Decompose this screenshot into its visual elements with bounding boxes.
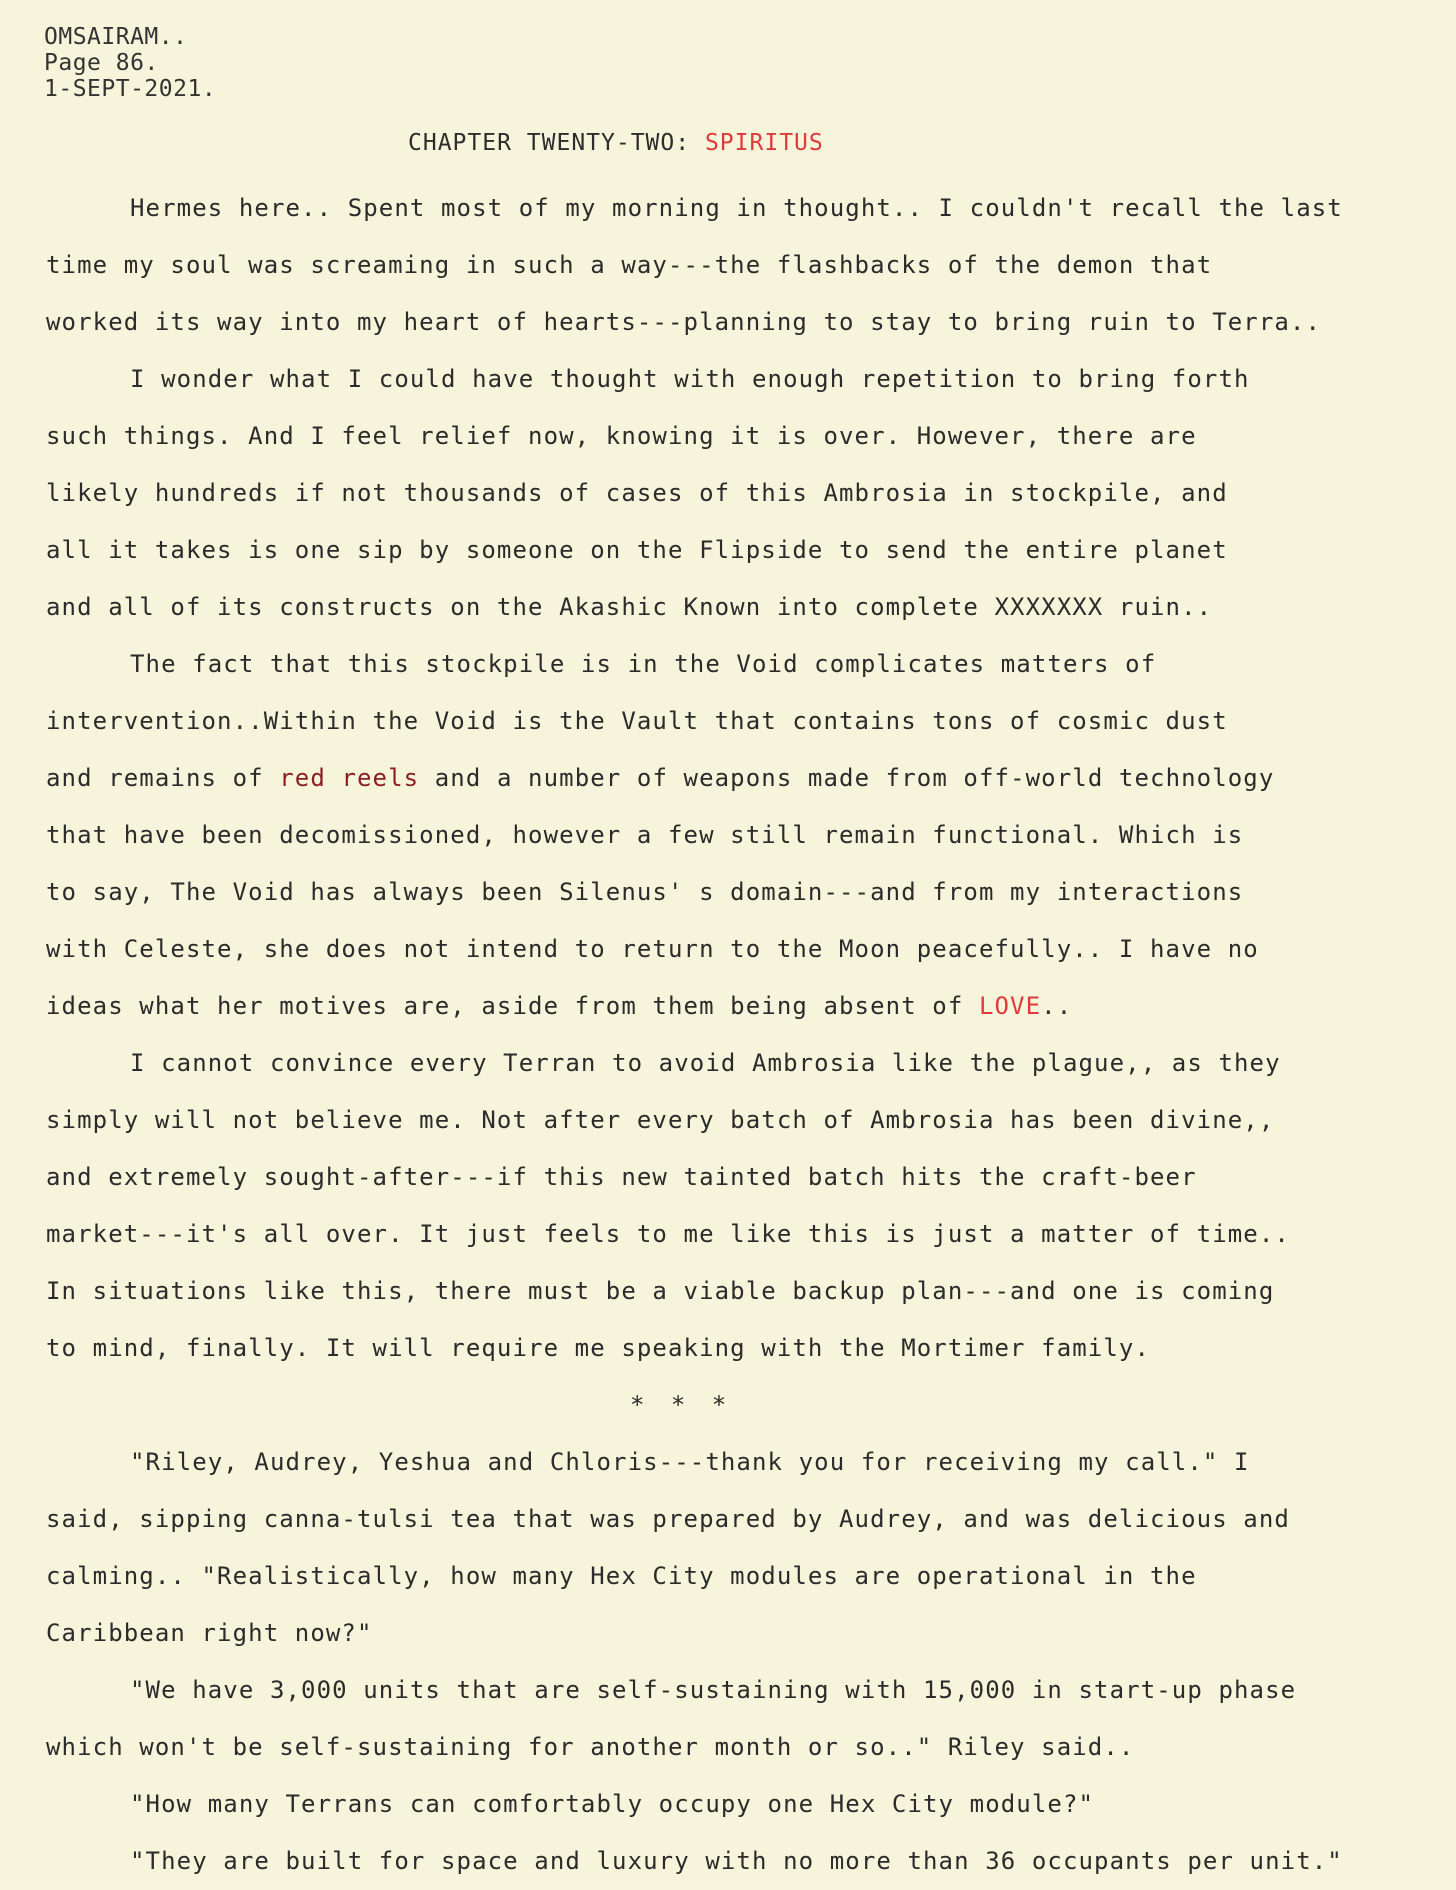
text-segment: and remains of — [46, 764, 280, 792]
text-line: intervention..Within the Void is the Vault that contains tons of cosmic dust — [46, 707, 1228, 735]
text-line: "Riley, Audrey, Yeshua and Chloris---thank you for receiving my call." I — [130, 1448, 1250, 1476]
text-line: to say, The Void has always been Silenus' s domain---and from my interactions — [46, 878, 1244, 906]
text-line: The fact that this stockpile is in the Void complicates matters of — [130, 650, 1157, 678]
text-line: "We have 3,000 units that are self-sustaining with 15,000 in start-up phase — [130, 1676, 1297, 1704]
text-line: In situations like this, there must be a viable backup plan---and one is coming — [46, 1277, 1275, 1305]
text-line: and extremely sought-after---if this new tainted batch hits the craft-beer — [46, 1163, 1197, 1191]
text-line: I cannot convince every Terran to avoid Ambrosia like the plague,, as they — [130, 1049, 1281, 1077]
chapter-title-highlight: SPIRITUS — [704, 130, 824, 156]
text-line: "How many Terrans can comfortably occupy one Hex City module?" — [130, 1790, 1095, 1818]
text-line: Caribbean right now?" — [46, 1619, 373, 1647]
section-separator: * * * — [630, 1391, 733, 1419]
page-date: 1-SEPT-2021. — [44, 76, 217, 102]
chapter-title — [408, 130, 824, 156]
text-segment: and a number of weapons made from off-world technology — [419, 764, 1275, 792]
text-line — [46, 750, 1436, 807]
page-header — [44, 24, 216, 102]
text-line: that have been decomissioned, however a few still remain functional. Which is — [46, 821, 1244, 849]
text-line: calming.. "Realistically, how many Hex City modules are operational in the — [46, 1562, 1197, 1590]
text-line: to mind, finally. It will require me speaking with the Mortimer family. — [46, 1334, 1150, 1362]
text-line: Hermes here.. Spent most of my morning in thought.. I couldn't recall the last — [130, 194, 1343, 222]
page-body — [46, 180, 1436, 1890]
text-line: likely hundreds if not thousands of cases of this Ambrosia in stockpile, and — [46, 479, 1228, 507]
text-segment: ideas what her motives are, aside from them being absent of — [46, 992, 979, 1020]
text-line: which won't be self-sustaining for another month or so.." Riley said.. — [46, 1733, 1135, 1761]
text-line: said, sipping canna-tulsi tea that was prepared by Audrey, and was delicious and — [46, 1505, 1290, 1533]
text-line: worked its way into my heart of hearts---planning to stay to bring ruin to Terra.. — [46, 308, 1322, 336]
text-segment: .. — [1041, 992, 1073, 1020]
text-line: and all of its constructs on the Akashic Known into complete XXXXXXX ruin.. — [46, 593, 1213, 621]
text-line: all it takes is one sip by someone on the Flipside to send the entire planet — [46, 536, 1228, 564]
header-invocation: OMSAIRAM.. — [44, 24, 188, 50]
text-line: with Celeste, she does not intend to return to the Moon peacefully.. I have no — [46, 935, 1259, 963]
text-line: time my soul was screaming in such a way---the flashbacks of the demon that — [46, 251, 1213, 279]
text-line: market---it's all over. It just feels to me like this is just a matter of time.. — [46, 1220, 1290, 1248]
chapter-title-prefix: CHAPTER TWENTY-TWO: — [408, 130, 705, 156]
love-highlight: LOVE — [978, 992, 1042, 1020]
text-line: such things. And I feel relief now, knowing it is over. However, there are — [46, 422, 1197, 450]
text-line: I wonder what I could have thought with enough repetition to bring forth — [130, 365, 1250, 393]
text-line: simply will not believe me. Not after every batch of Ambrosia has been divine,, — [46, 1106, 1275, 1134]
text-line: "They are built for space and luxury with no more than 36 occupants per unit." — [130, 1847, 1343, 1875]
page-number: Page 86. — [44, 50, 159, 76]
text-line — [46, 978, 1436, 1035]
red-reels-highlight: red reels — [279, 764, 420, 792]
